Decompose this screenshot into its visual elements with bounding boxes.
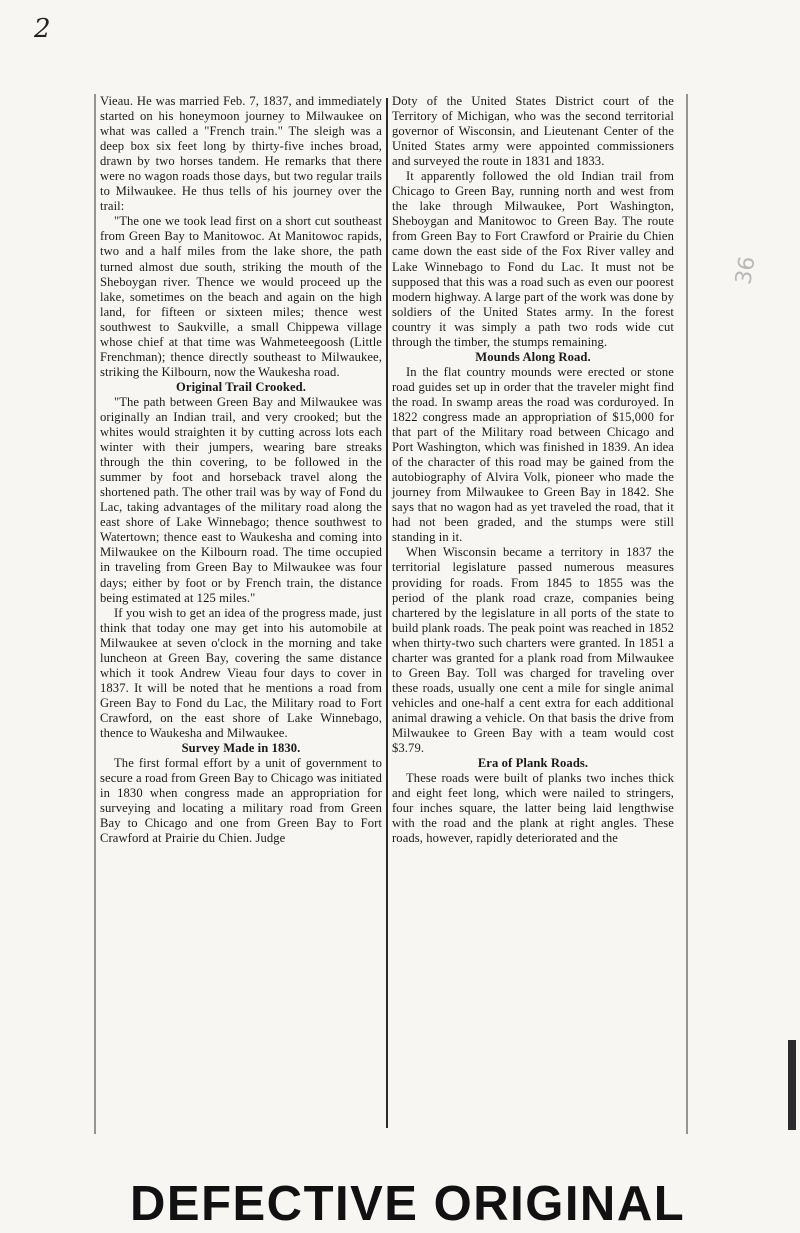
clipping-left-edge xyxy=(94,94,96,1134)
defective-original-stamp: DEFECTIVE ORIGINAL xyxy=(130,1177,686,1231)
article-paragraph: These roads were built of planks two inches thick and eight feet long, which were nailed to stringers, four inches square, the latter being laid lengthwise with the road and the plank at right angles. These roads, however, rapidly deteriorated and the xyxy=(392,771,674,846)
section-heading: Mounds Along Road. xyxy=(475,349,591,364)
article-paragraph: Vieau. He was married Feb. 7, 1837, and immediately started on his honeymoon journey to Milwaukee on what was called a "French train." The sleigh was a deep box six feet long by thirty-five inches broad, drawn by two horses tandem. He remarks that there were no wagon roads those days, but two regular trails to Milwaukee. He thus tells of his journey over the trail: xyxy=(100,94,382,214)
page-number: 2 xyxy=(34,14,51,44)
article-paragraph: Doty of the United States District court of the Territory of Michigan, who was the second territorial governor of Wisconsin, and Lieutenant Center of the United States army were appointed commissioners and surveyed the route in 1831 and 1833. xyxy=(392,94,674,169)
scan-edge-mark xyxy=(788,1040,796,1130)
section-heading: Original Trail Crooked. xyxy=(176,379,306,394)
article-paragraph: When Wisconsin became a territory in 1837 the territorial legislature passed numerous measures providing for roads. From 1845 to 1855 was the period of the plank road craze, companies being chartered by the legislature in all ports of the state to build plank roads. The peak point was reached in 1852 when thirty-two such charters were granted. In 1851 a charter was granted for a plank road from Milwaukee to Green Bay. Toll was charged for traveling over these roads, usually one cent a mile for single animal vehicles and one-half a cent extra for each additional animal drawing a vehicle. On that basis the drive from Milwaukee to Green Bay with a team would cost $3.79. xyxy=(392,545,674,756)
article-column-left xyxy=(100,94,382,846)
section-heading: Survey Made in 1830. xyxy=(181,741,301,756)
article-paragraph: "The one we took lead first on a short cut southeast from Green Bay to Manitowoc. At Manitowoc rapids, two and a half miles from the lake shore, the path turned almost due south, striking the mouth of the Sheboygan river. Thence we would proceed up the lake, sometimes on the beach and again on the high land, for fifteen or sixteen miles; thence west southwest to Saukville, a small Chippewa village whose chief at that time was Wahmeteegoosh (Little Frenchman); thence directly southeast to Milwaukee, striking the Kilbourn, now the Waukesha road. xyxy=(100,214,382,379)
newspaper-clipping xyxy=(94,94,688,1134)
article-paragraph: The first formal effort by a unit of government to secure a road from Green Bay to Chicago was initiated in 1830 when congress made an appropriation for surveying and locating a military road from Green Bay to Chicago and one from Green Bay to Fort Crawford at Prairie du Chien. Judge xyxy=(100,756,382,846)
column-divider xyxy=(386,98,388,1128)
article-paragraph: If you wish to get an idea of the progress made, just think that today one may get into his automobile at Milwaukee at seven o'clock in the morning and take luncheon at Green Bay, covering the same distance which it took Andrew Vieau four days to cover in 1837. It will be noted that he mentions a road from Green Bay to Fond du Lac, the Military road to Fort Crawford, on the east shore of Lake Winnebago, thence to Waukesha and Milwaukee. xyxy=(100,605,382,740)
article-column-right xyxy=(392,94,674,846)
pencil-annotation: 36 xyxy=(731,254,761,287)
section-heading: Era of Plank Roads. xyxy=(477,756,589,771)
article-paragraph: "The path between Green Bay and Milwaukee was originally an Indian trail, and very crooked; but the whites would straighten it by cutting across lots each winter with their jumpers, wearing bare streaks through the thin covering, to be followed in the summer by foot and horseback travel along the shortened path. The other trail was by way of Fond du Lac, taking advantages of the military road along the east shore of Lake Winnebago; thence southwest to Watertown; thence east to Waukesha and coming into Milwaukee on the Kilbourn road. The time occupied in traveling from Green Bay to Milwaukee was four days; either by foot or by French train, the distance being estimated at 125 miles." xyxy=(100,394,382,605)
clipping-right-edge xyxy=(686,94,688,1134)
article-paragraph: It apparently followed the old Indian trail from Chicago to Green Bay, running north and west from the lake through Milwaukee, Port Washington, Sheboygan and Manitowoc to Green Bay. The route from Green Bay to Fort Crawford or Prairie du Chien came down the east side of the Fox River valley and Lake Winnebago to Fond du Lac. It must not be supposed that this was a road such as even our poorest modern highway. A large part of the work was done by soldiers of the United States army. In the forest country it was simply a path two rods wide cut through the timber, the stumps remaining. xyxy=(392,169,674,349)
article-paragraph: In the flat country mounds were erected or stone road guides set up in order that the traveler might find the road. In swamp areas the road was corduroyed. In 1822 congress made an appropriation of $15,000 for that part of the Military road between Chicago and Port Washington, which was finished in 1839. An idea of the character of this road may be gained from the autobiography of Alvira Volk, pioneer who made the journey from Milwaukee to Green Bay in 1842. She says that no wagon had as yet traveled the road, that it had not been graded, and the stumps were still standing in it. xyxy=(392,364,674,545)
